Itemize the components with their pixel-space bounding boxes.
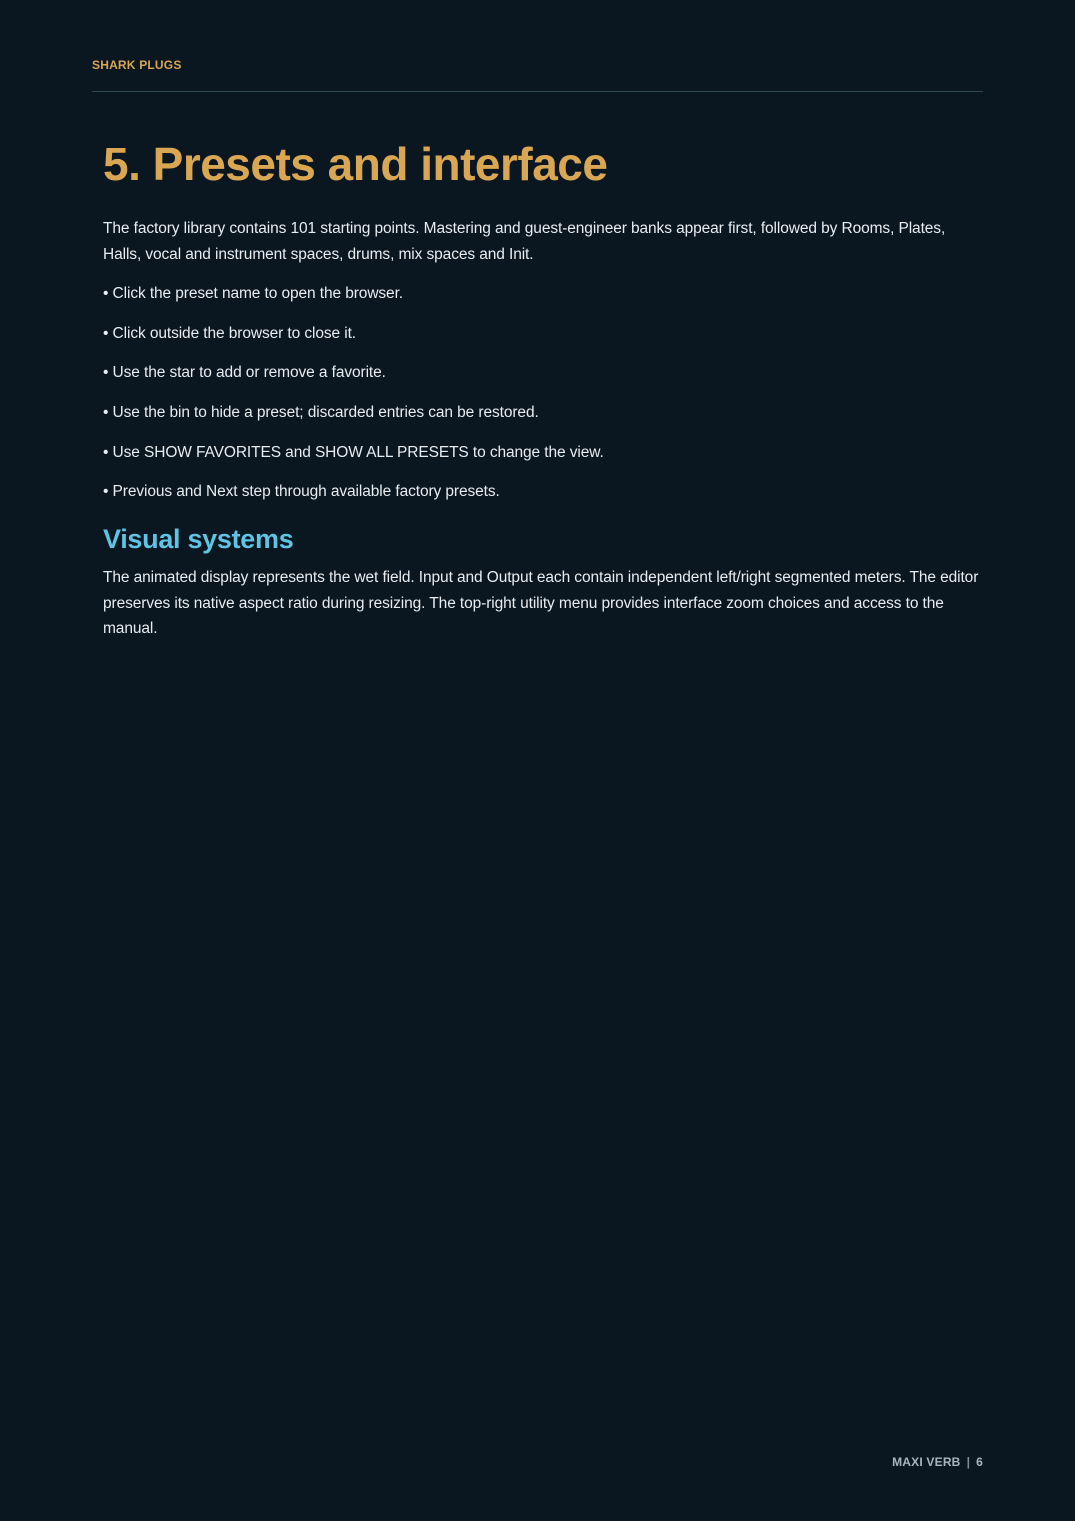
page-title: 5. Presets and interface	[103, 138, 608, 190]
section-paragraph: The animated display represents the wet field. Input and Output each contain independent left/right segmented meters. The editor preserves its native aspect ratio during resizing. The top-right utility menu provides interface zoom choices and access to the manual.	[103, 569, 979, 638]
page-number: 6	[976, 1455, 983, 1469]
intro-paragraph: The factory library contains 101 starting points. Mastering and guest-engineer banks appear first, followed by Rooms, Plates, Halls, vocal and instrument spaces, drums, mix spaces and Init.	[103, 220, 946, 263]
list-item: • Use SHOW FAVORITES and SHOW ALL PRESETS to change the view.	[103, 443, 604, 461]
list-item: • Previous and Next step through available factory presets.	[103, 483, 500, 501]
header-brand: SHARK PLUGS	[92, 58, 182, 72]
list-item: • Click outside the browser to close it.	[103, 324, 356, 342]
page-content	[103, 132, 983, 656]
bullet-list	[103, 281, 983, 505]
page-footer	[892, 1455, 983, 1469]
list-item: • Click the preset name to open the browser.	[103, 285, 403, 302]
list-item: • Use the star to add or remove a favorite.	[103, 364, 386, 382]
footer-product: MAXI VERB	[892, 1455, 961, 1469]
footer-separator: |	[966, 1455, 971, 1469]
section-heading: Visual systems	[103, 524, 294, 555]
list-item: • Use the bin to hide a preset; discarded entries can be restored.	[103, 404, 539, 422]
header-divider	[92, 91, 983, 92]
